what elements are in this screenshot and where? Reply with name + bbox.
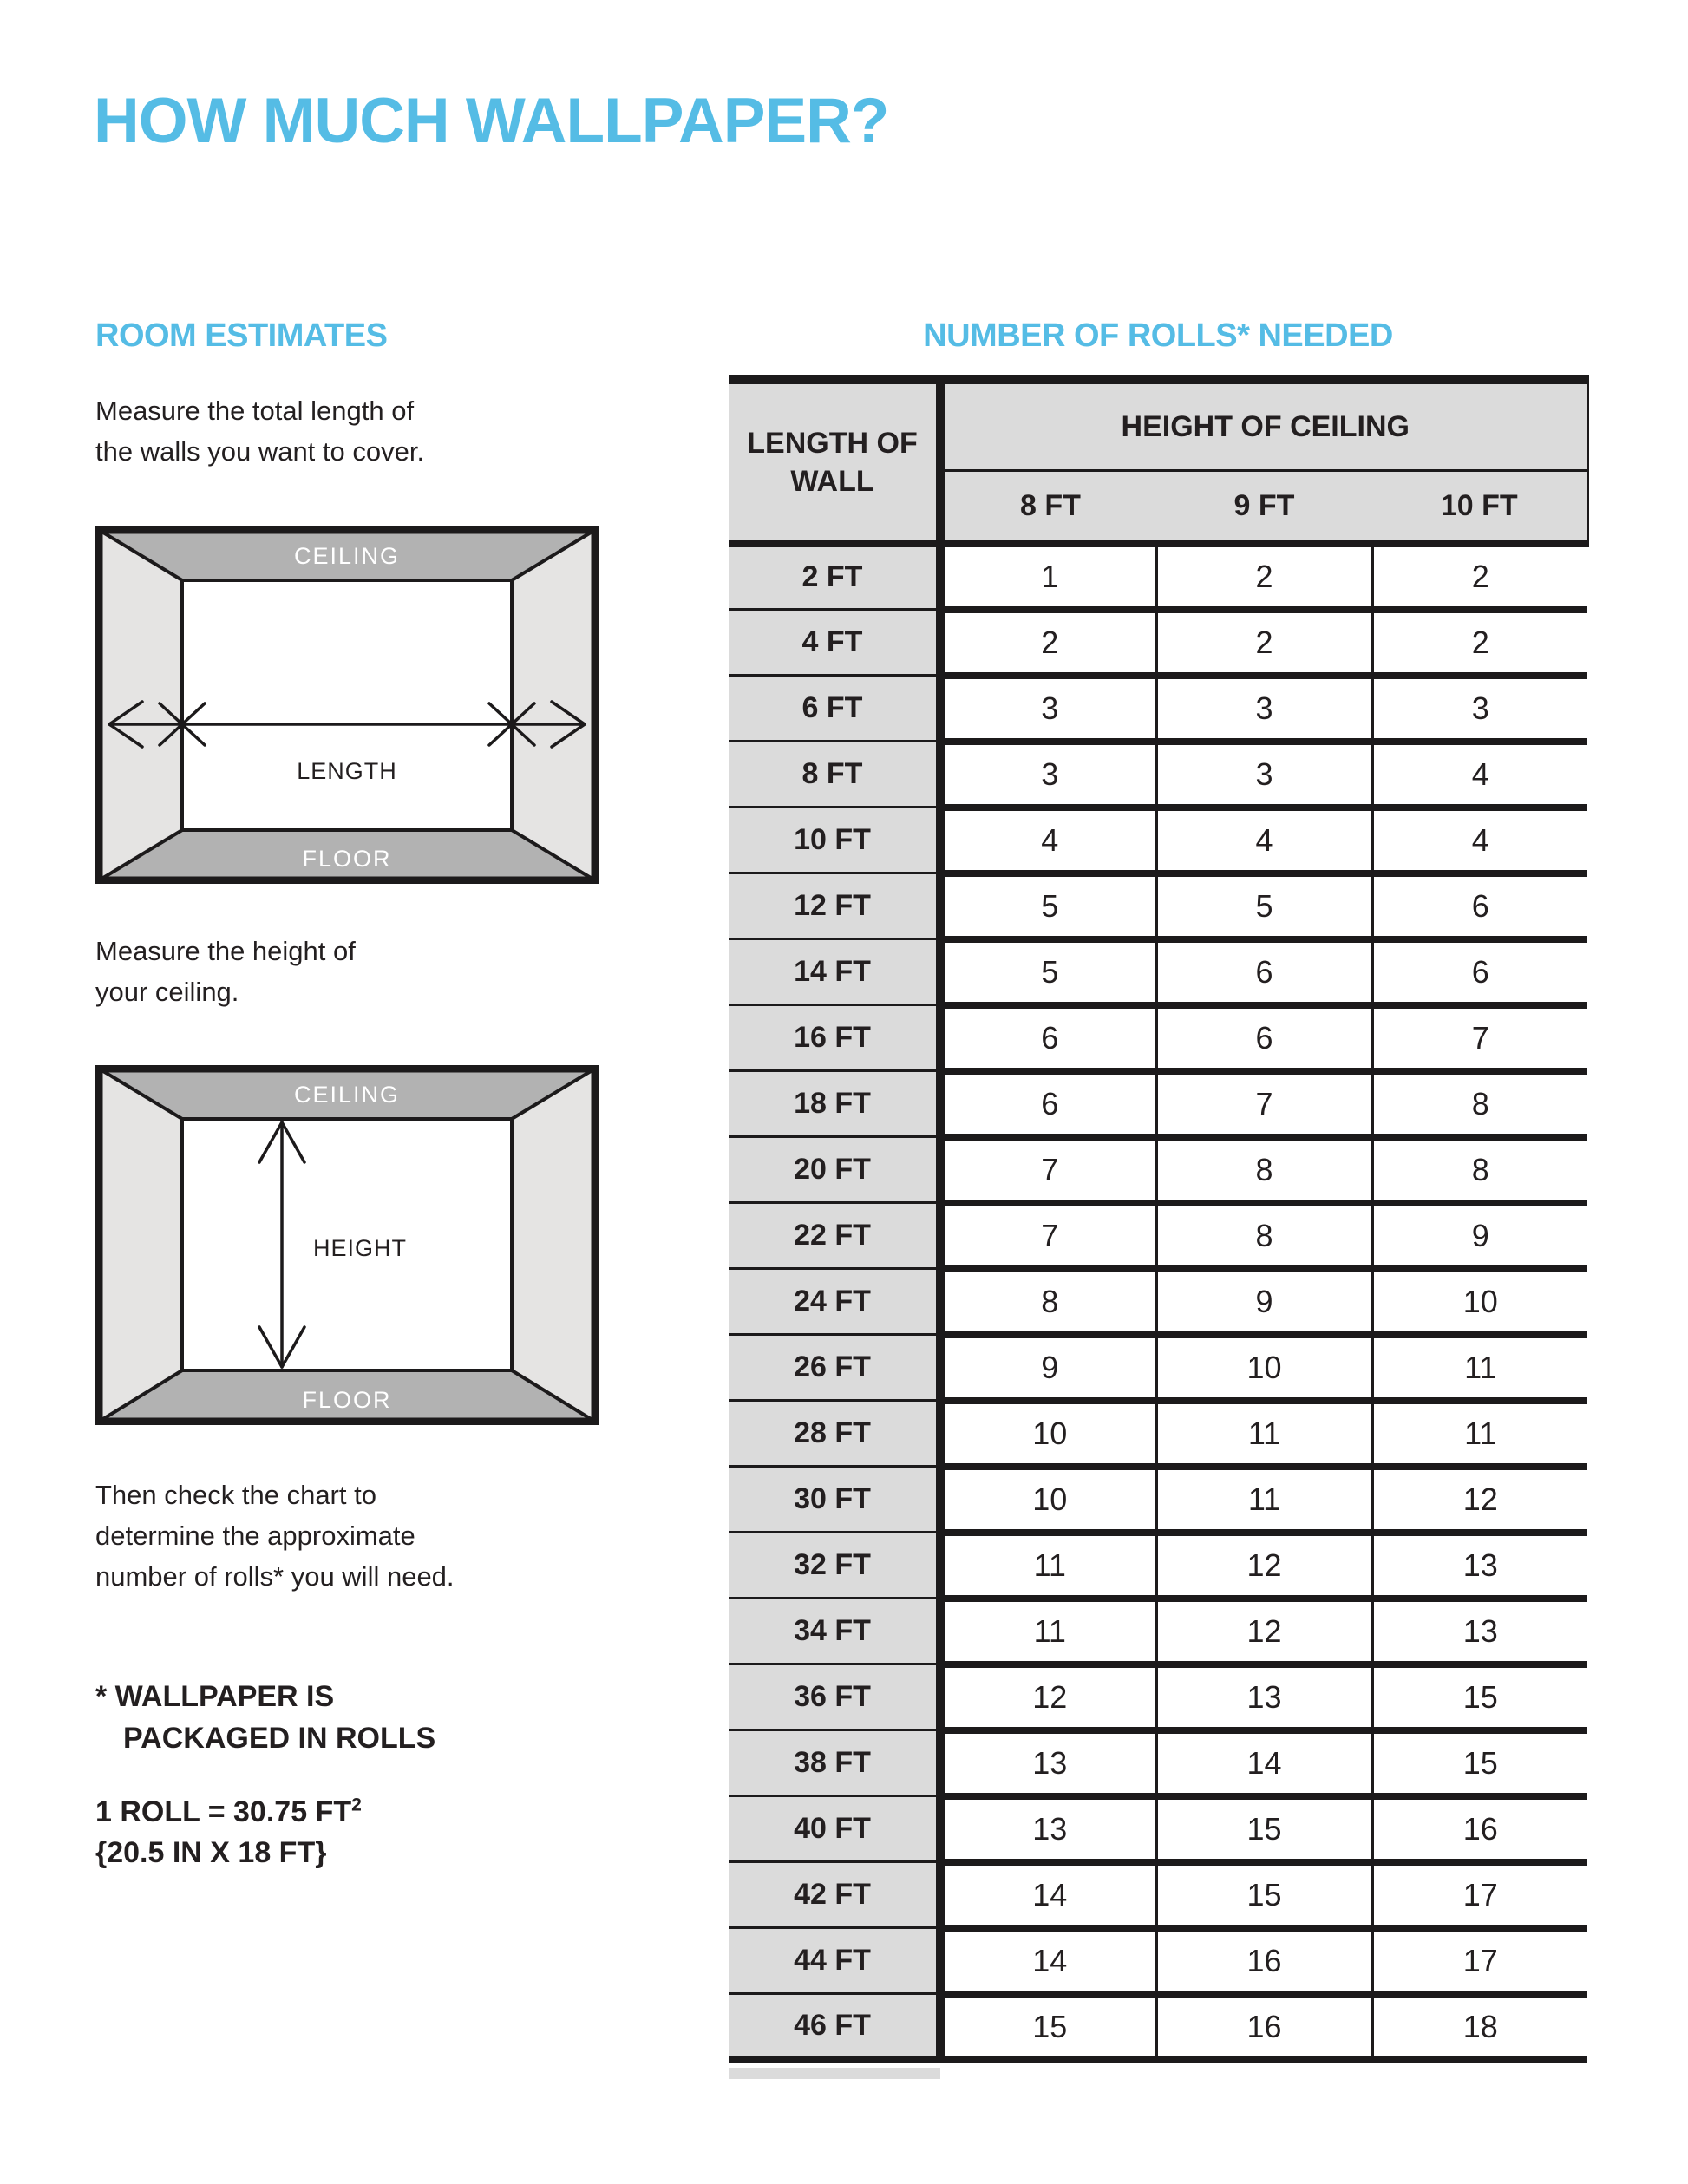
roll-count-cell: 15 bbox=[1156, 1862, 1372, 1928]
roll-count-cell: 13 bbox=[1372, 1533, 1587, 1599]
check-chart-text bbox=[95, 1475, 455, 1597]
roll-count-cell: 8 bbox=[1156, 1203, 1372, 1269]
roll-count-cell: 15 bbox=[1156, 1796, 1372, 1862]
room-length-diagram bbox=[95, 526, 599, 884]
table-row bbox=[729, 610, 1587, 676]
roll-count-cell: 2 bbox=[1372, 610, 1587, 676]
table-left-column-stub bbox=[729, 2068, 940, 2079]
roll-count-cell: 5 bbox=[940, 939, 1156, 1005]
table-row bbox=[729, 1599, 1587, 1664]
col-header-9ft: 9 FT bbox=[1156, 471, 1372, 544]
roll-count-cell: 10 bbox=[1156, 1335, 1372, 1401]
roll-count-cell: 4 bbox=[940, 808, 1156, 873]
table-row bbox=[729, 1928, 1587, 1994]
roll-count-cell: 13 bbox=[1372, 1599, 1587, 1664]
measure-length-text bbox=[95, 390, 424, 472]
text-line: your ceiling. bbox=[95, 977, 239, 1007]
roll-count-cell: 8 bbox=[1372, 1071, 1587, 1137]
roll-count-cell: 6 bbox=[940, 1005, 1156, 1071]
roll-count-cell: 16 bbox=[1156, 1994, 1372, 2060]
right-wall bbox=[512, 1069, 595, 1422]
rolls-needed-heading: NUMBER OF ROLLS* NEEDED bbox=[923, 317, 1393, 354]
rolls-table-body bbox=[729, 544, 1587, 2060]
rolls-table bbox=[729, 375, 1587, 2063]
roll-count-cell: 12 bbox=[1156, 1533, 1372, 1599]
table-row bbox=[729, 676, 1587, 742]
text-line: the walls you want to cover. bbox=[95, 436, 425, 467]
roll-count-cell: 11 bbox=[940, 1599, 1156, 1664]
roll-count-cell: 5 bbox=[1156, 873, 1372, 939]
row-length-label: 36 FT bbox=[729, 1664, 940, 1730]
ceiling-label: CEILING bbox=[293, 1082, 401, 1108]
col-header-10ft: 10 FT bbox=[1372, 471, 1587, 544]
roll-count-cell: 11 bbox=[940, 1533, 1156, 1599]
roll-count-cell: 17 bbox=[1372, 1928, 1587, 1994]
table-row bbox=[729, 1533, 1587, 1599]
corner-header: LENGTH OF WALL bbox=[729, 380, 940, 544]
back-wall bbox=[182, 580, 512, 830]
roll-count-cell: 13 bbox=[1156, 1664, 1372, 1730]
row-length-label: 40 FT bbox=[729, 1796, 940, 1862]
floor-label: FLOOR bbox=[302, 1387, 392, 1413]
table-row bbox=[729, 1994, 1587, 2060]
length-label: LENGTH bbox=[297, 758, 397, 784]
table-row bbox=[729, 1335, 1587, 1401]
row-length-label: 42 FT bbox=[729, 1862, 940, 1928]
roll-count-cell: 5 bbox=[940, 873, 1156, 939]
squared-superscript: 2 bbox=[351, 1795, 362, 1815]
roll-count-cell: 7 bbox=[1156, 1071, 1372, 1137]
table-row bbox=[729, 1796, 1587, 1862]
left-wall bbox=[99, 1069, 182, 1422]
roll-count-cell: 7 bbox=[940, 1203, 1156, 1269]
table-row bbox=[729, 939, 1587, 1005]
roll-count-cell: 3 bbox=[1372, 676, 1587, 742]
table-row bbox=[729, 1664, 1587, 1730]
left-wall bbox=[99, 530, 182, 880]
row-length-label: 16 FT bbox=[729, 1005, 940, 1071]
table-row bbox=[729, 1137, 1587, 1203]
roll-count-cell: 6 bbox=[1156, 939, 1372, 1005]
roll-count-cell: 9 bbox=[940, 1335, 1156, 1401]
roll-count-cell: 8 bbox=[1156, 1137, 1372, 1203]
roll-count-cell: 14 bbox=[1156, 1730, 1372, 1796]
roll-count-cell: 11 bbox=[1372, 1335, 1587, 1401]
text-line: determine the approximate bbox=[95, 1520, 415, 1551]
row-length-label: 2 FT bbox=[729, 544, 940, 610]
floor-label: FLOOR bbox=[302, 846, 392, 872]
table-row bbox=[729, 808, 1587, 873]
roll-count-cell: 6 bbox=[1156, 1005, 1372, 1071]
row-length-label: 44 FT bbox=[729, 1928, 940, 1994]
roll-size-note bbox=[95, 1792, 362, 1873]
roll-count-cell: 16 bbox=[1156, 1928, 1372, 1994]
row-length-label: 12 FT bbox=[729, 873, 940, 939]
table-row bbox=[729, 1269, 1587, 1335]
row-length-label: 34 FT bbox=[729, 1599, 940, 1664]
roll-count-cell: 3 bbox=[1156, 676, 1372, 742]
roll-count-cell: 2 bbox=[1372, 544, 1587, 610]
row-length-label: 38 FT bbox=[729, 1730, 940, 1796]
roll-count-cell: 6 bbox=[1372, 939, 1587, 1005]
roll-count-cell: 2 bbox=[1156, 544, 1372, 610]
right-wall bbox=[512, 530, 595, 880]
text-line: * WALLPAPER IS bbox=[95, 1680, 335, 1713]
text-line: PACKAGED IN ROLLS bbox=[123, 1722, 436, 1755]
roll-count-cell: 17 bbox=[1372, 1862, 1587, 1928]
roll-count-cell: 10 bbox=[940, 1467, 1156, 1533]
row-length-label: 30 FT bbox=[729, 1467, 940, 1533]
table-row bbox=[729, 1862, 1587, 1928]
table-row bbox=[729, 742, 1587, 808]
roll-count-cell: 1 bbox=[940, 544, 1156, 610]
roll-count-cell: 13 bbox=[940, 1730, 1156, 1796]
row-length-label: 32 FT bbox=[729, 1533, 940, 1599]
roll-count-cell: 3 bbox=[1156, 742, 1372, 808]
header-row bbox=[729, 380, 1587, 471]
roll-count-cell: 7 bbox=[1372, 1005, 1587, 1071]
row-length-label: 18 FT bbox=[729, 1071, 940, 1137]
roll-count-cell: 11 bbox=[1156, 1401, 1372, 1467]
table-row bbox=[729, 1203, 1587, 1269]
roll-count-cell: 7 bbox=[940, 1137, 1156, 1203]
roll-equation-text: 1 ROLL = 30.75 FT bbox=[95, 1795, 352, 1828]
table-row bbox=[729, 544, 1587, 610]
roll-count-cell: 8 bbox=[940, 1269, 1156, 1335]
table-row bbox=[729, 1071, 1587, 1137]
table-row bbox=[729, 1467, 1587, 1533]
roll-count-cell: 6 bbox=[940, 1071, 1156, 1137]
roll-count-cell: 4 bbox=[1372, 742, 1587, 808]
text-line: Measure the total length of bbox=[95, 396, 415, 426]
row-length-label: 26 FT bbox=[729, 1335, 940, 1401]
roll-count-cell: 6 bbox=[1372, 873, 1587, 939]
room-height-diagram bbox=[95, 1065, 599, 1425]
measure-height-text bbox=[95, 931, 356, 1012]
row-length-label: 22 FT bbox=[729, 1203, 940, 1269]
roll-count-cell: 15 bbox=[1372, 1664, 1587, 1730]
roll-count-cell: 18 bbox=[1372, 1994, 1587, 2060]
roll-count-cell: 16 bbox=[1372, 1796, 1587, 1862]
row-length-label: 24 FT bbox=[729, 1269, 940, 1335]
text-line: Measure the height of bbox=[95, 936, 356, 966]
height-of-ceiling-header: HEIGHT OF CEILING bbox=[940, 380, 1587, 471]
ceiling-label: CEILING bbox=[293, 543, 401, 569]
roll-count-cell: 3 bbox=[940, 742, 1156, 808]
row-length-label: 8 FT bbox=[729, 742, 940, 808]
roll-count-cell: 4 bbox=[1372, 808, 1587, 873]
table-row bbox=[729, 873, 1587, 939]
roll-count-cell: 12 bbox=[940, 1664, 1156, 1730]
roll-count-cell: 12 bbox=[1372, 1467, 1587, 1533]
roll-count-cell: 8 bbox=[1372, 1137, 1587, 1203]
roll-equation bbox=[95, 1792, 362, 1833]
room-estimates-heading: ROOM ESTIMATES bbox=[95, 317, 388, 354]
row-length-label: 6 FT bbox=[729, 676, 940, 742]
text-line: number of rolls* you will need. bbox=[95, 1561, 455, 1592]
roll-count-cell: 15 bbox=[940, 1994, 1156, 2060]
roll-count-cell: 11 bbox=[1156, 1467, 1372, 1533]
row-length-label: 4 FT bbox=[729, 610, 940, 676]
roll-dimensions: {20.5 IN X 18 FT} bbox=[95, 1836, 327, 1869]
row-length-label: 46 FT bbox=[729, 1994, 940, 2060]
roll-count-cell: 14 bbox=[940, 1928, 1156, 1994]
height-label: HEIGHT bbox=[312, 1235, 408, 1261]
roll-count-cell: 4 bbox=[1156, 808, 1372, 873]
row-length-label: 10 FT bbox=[729, 808, 940, 873]
roll-count-cell: 2 bbox=[940, 610, 1156, 676]
roll-count-cell: 10 bbox=[1372, 1269, 1587, 1335]
row-length-label: 28 FT bbox=[729, 1401, 940, 1467]
roll-count-cell: 2 bbox=[1156, 610, 1372, 676]
roll-count-cell: 15 bbox=[1372, 1730, 1587, 1796]
roll-count-cell: 9 bbox=[1372, 1203, 1587, 1269]
wallpaper-rolls-footnote bbox=[95, 1676, 435, 1759]
text-line: Then check the chart to bbox=[95, 1480, 376, 1510]
row-length-label: 14 FT bbox=[729, 939, 940, 1005]
roll-count-cell: 11 bbox=[1372, 1401, 1587, 1467]
table-row bbox=[729, 1005, 1587, 1071]
roll-count-cell: 14 bbox=[940, 1862, 1156, 1928]
row-length-label: 20 FT bbox=[729, 1137, 940, 1203]
roll-count-cell: 13 bbox=[940, 1796, 1156, 1862]
roll-count-cell: 9 bbox=[1156, 1269, 1372, 1335]
roll-count-cell: 10 bbox=[940, 1401, 1156, 1467]
page-title: HOW MUCH WALLPAPER? bbox=[94, 86, 889, 156]
roll-count-cell: 3 bbox=[940, 676, 1156, 742]
col-header-8ft: 8 FT bbox=[940, 471, 1156, 544]
roll-count-cell: 12 bbox=[1156, 1599, 1372, 1664]
table-row bbox=[729, 1730, 1587, 1796]
table-row bbox=[729, 1401, 1587, 1467]
